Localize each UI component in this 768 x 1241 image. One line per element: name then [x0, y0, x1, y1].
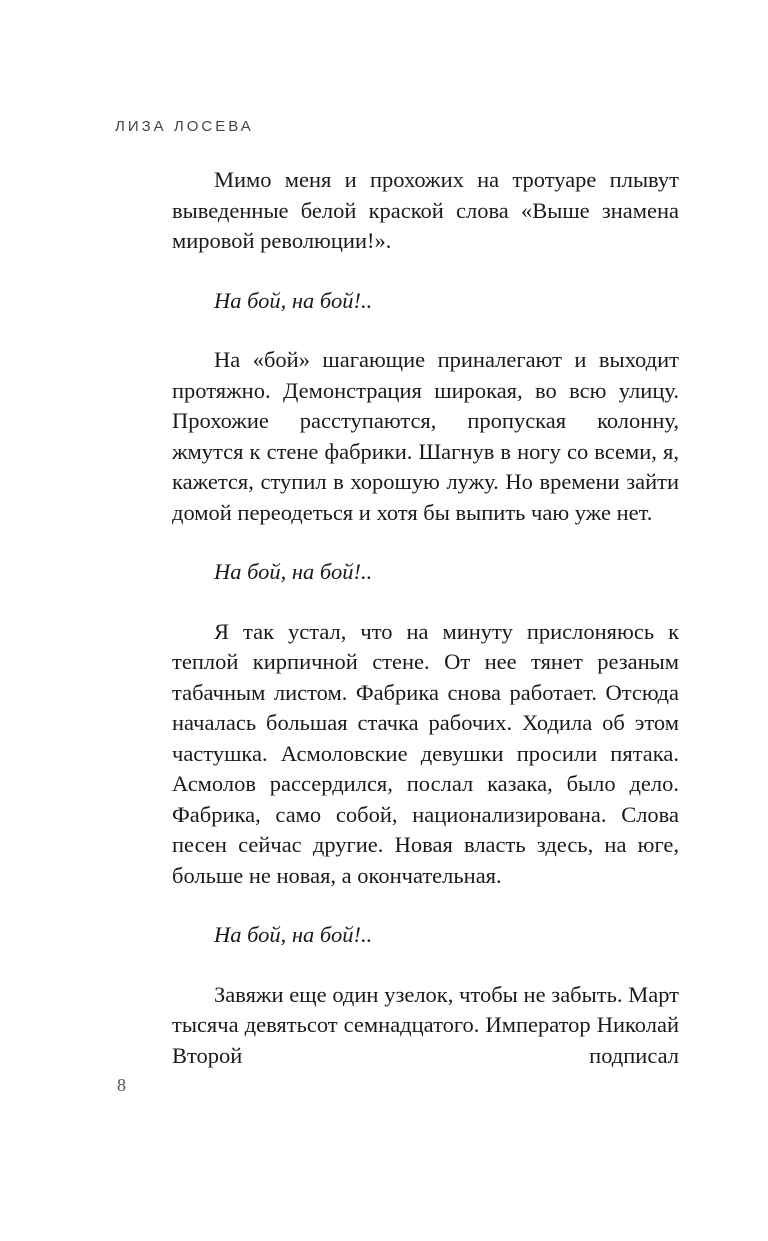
page-body: [172, 165, 679, 1071]
running-head: ЛИЗА ЛОСЕВА: [115, 118, 254, 135]
paragraph-continues: Завяжи еще один узелок, чтобы не забыть. Март тысяча девятьсот семнадцатого. Император Николай Второй подписал: [172, 981, 679, 1068]
paragraph: Мимо меня и прохожих на тротуаре плывут выведенные белой краской слова «Выше знамена мировой революции!».: [172, 167, 679, 253]
page-number: 8: [117, 1075, 126, 1095]
refrain-line: На бой, на бой!..: [214, 287, 373, 313]
refrain-line: На бой, на бой!..: [214, 922, 373, 947]
paragraph: Я так устал, что на минуту прислоняюсь к теплой кирпичной стене. От нее тянет резаным табачным листом. Фабрика снова работает. Отсюда началась большая стачка рабочих. Ходила об этом частушка. Асмоловские девушки просили пятака. Асмолов рассердился, послал казака, было дело. Фабрика, само собой, национализирована. Слова песен сейчас другие. Новая власть здесь, на юге, больше не новая, а окончательная.: [172, 618, 679, 888]
paragraph: На «бой» шагающие приналегают и выходит протяжно. Демонстрация широкая, во всю улицу. Прохожие расступаются, пропуская колонну, жмутся к стене фабрики. Шагнув в ногу со всеми, я, кажется, ступил в хорошую лужу. Но времени зайти домой переодеться и хотя бы выпить чаю уже нет.: [172, 347, 679, 525]
refrain-line: На бой, на бой!..: [214, 559, 373, 584]
